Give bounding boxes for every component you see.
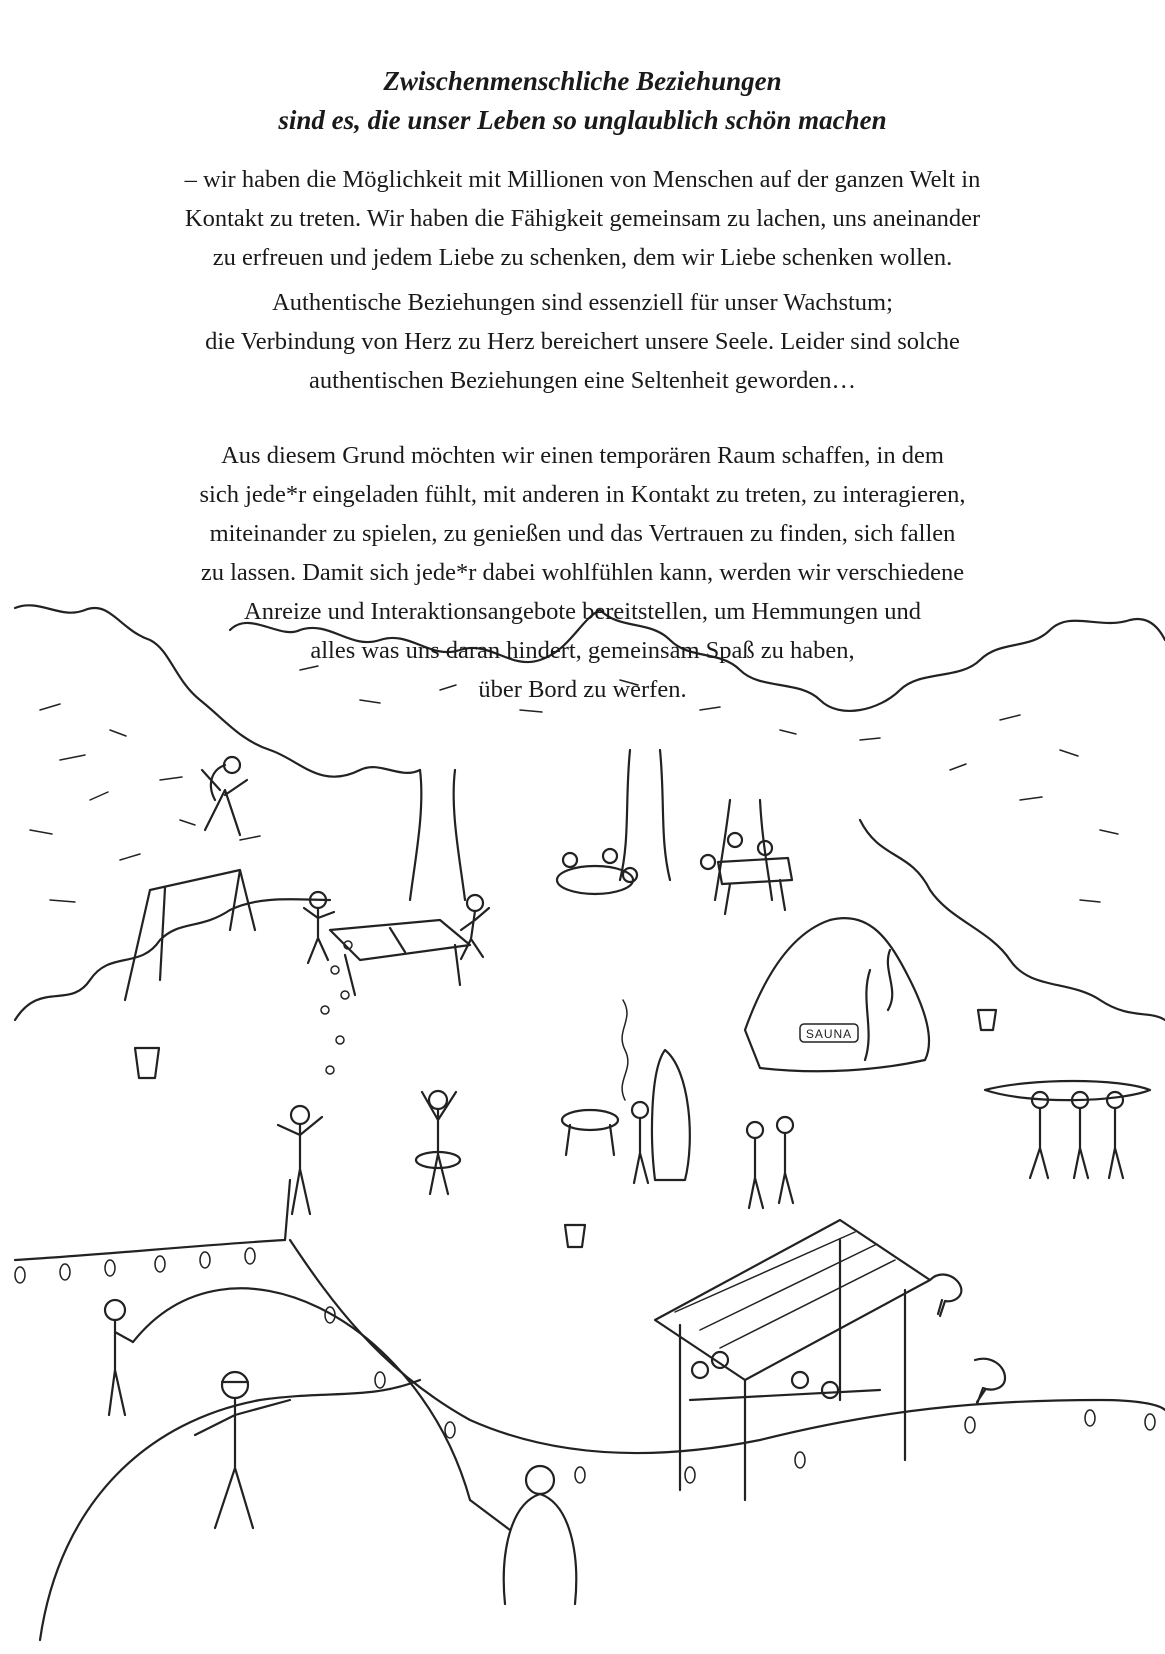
- people-group-right: [747, 1117, 793, 1208]
- paragraph-line: zu lassen. Damit sich jede*r dabei wohlfühlen kann, werden wir verschiedene: [200, 559, 965, 586]
- campfire-area: [562, 1000, 690, 1183]
- tree-trunks: [410, 750, 772, 900]
- paragraph-line: authentischen Beziehungen eine Seltenheit geworden…: [309, 367, 856, 394]
- string-lights: [15, 1180, 1165, 1483]
- sauna-sign: SAUNA: [805, 1027, 853, 1041]
- paragraph-line: Aus diesem Grund möchten wir einen temporären Raum schaffen, in dem: [221, 442, 944, 469]
- rope-swinger-right: [470, 1466, 576, 1604]
- hula-hoop-dancer: [416, 1091, 460, 1194]
- paragraph-line: über Bord zu werfen.: [478, 676, 687, 703]
- headline: [60, 62, 1105, 140]
- ping-pong-table: [304, 892, 489, 995]
- jump-rope: [133, 1288, 470, 1500]
- balance-beam: [125, 757, 255, 1000]
- paragraph-line: sich jede*r eingeladen fühlt, mit anderen in Kontakt zu treten, zu interagieren,: [199, 481, 966, 508]
- paragraph-relationships: [60, 283, 1105, 400]
- paragraph-line: Authentische Beziehungen sind essenziell für unser Wachstum;: [272, 289, 893, 316]
- festival-drawing: [0, 600, 1165, 1654]
- paragraph-line: zu erfreuen und jedem Liebe zu schenken, dem wir Liebe schenken wollen.: [212, 244, 953, 271]
- blindfold-player: [195, 1372, 290, 1528]
- sauna-tent: [745, 918, 929, 1071]
- surfboard-carriers: [985, 1081, 1150, 1178]
- picnic-groups: [557, 833, 792, 914]
- trash-bins: [135, 1010, 996, 1247]
- festival-illustration: [0, 600, 1165, 1654]
- dogs: [930, 1275, 1005, 1404]
- juggler: [278, 941, 352, 1214]
- paragraph-line: Anreize und Interaktionsangebote bereitstellen, um Hemmungen und: [244, 598, 921, 625]
- light-bulbs: [15, 1248, 1155, 1483]
- paragraph-line: – wir haben die Möglichkeit mit Millionen von Menschen auf der ganzen Welt in: [184, 166, 981, 193]
- headline-line-2: sind es, die unser Leben so unglaublich schön machen: [278, 105, 887, 135]
- paragraph-purpose: [60, 436, 1105, 709]
- headline-line-1: Zwischenmenschliche Beziehungen: [383, 66, 782, 96]
- paragraph-line: miteinander zu spielen, zu genießen und das Vertrauen zu finden, sich fallen: [209, 520, 956, 547]
- text-content: [60, 62, 1105, 709]
- wooden-shelter: [655, 1220, 930, 1500]
- rope-swinger-left: [105, 1300, 133, 1415]
- paragraph-line: Kontakt zu treten. Wir haben die Fähigkeit gemeinsam zu lachen, uns aneinander: [184, 205, 981, 232]
- paragraph-line: alles was uns daran hindert, gemeinsam Spaß zu haben,: [310, 637, 855, 664]
- paragraph-intro: [60, 160, 1105, 277]
- hill-outline: [40, 1380, 420, 1640]
- paragraph-line: die Verbindung von Herz zu Herz bereichert unsere Seele. Leider sind solche: [205, 328, 960, 355]
